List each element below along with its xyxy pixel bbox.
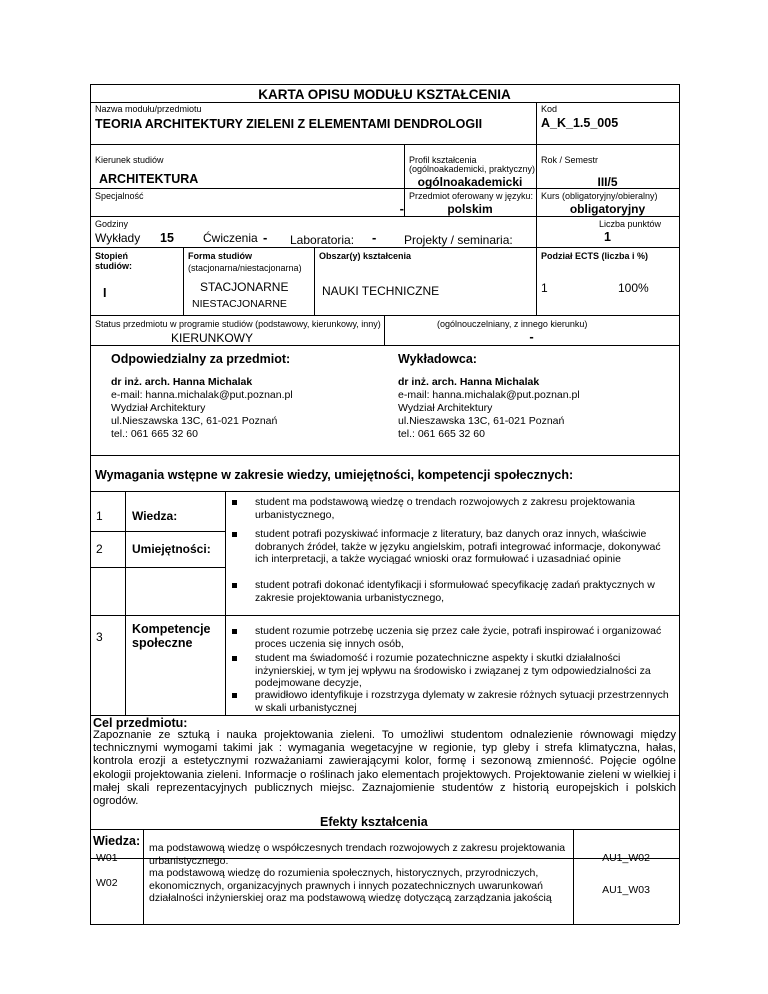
stopien-value: I <box>103 286 107 300</box>
bullet-icon <box>232 629 237 634</box>
godziny-label: Godziny <box>95 219 129 229</box>
module-code: A_K_1.5_005 <box>541 116 619 130</box>
jezyk-value: polskim <box>447 202 493 216</box>
wyklady-value: 15 <box>160 231 174 245</box>
wymagania-row-num: 3 <box>96 630 103 644</box>
bullet-icon <box>232 532 237 537</box>
wymagania-row-num: 1 <box>96 509 103 523</box>
cel-text: Zapoznanie ze sztuką i nauka projektowania zieleni. To umożliwi studentom odnalezienie równowagi między technicznymi wymogami takimi jak : wymagania wegetacyjne w regionie, typ gleby i strefa klimatyczna, hałas, kontrola erozji a estetycznymi rozważaniami zawierającymi kolor, formę i sezonową zmienność. Pojęcie ogólne ekologii projektowania zieleni. Informacje o roślinach jako elementach projektowych. Projektowanie zieleni w wielkiej i małej skali reprezentacyjnych publicznych miejsc. Zaznajomienie studentów z historią europejskich i polskich ogrodów. <box>93 729 676 808</box>
obszar-value: NAUKI TECHNICZNE <box>322 284 440 298</box>
kierunek-label: Kierunek studiów <box>95 155 164 165</box>
ects-count: 1 <box>541 281 548 295</box>
wymagania-row-num: 2 <box>96 542 103 556</box>
obszar-label: Obszar(y) kształcenia <box>319 251 412 261</box>
efekty-code: W02 <box>96 877 118 889</box>
status-value: KIERUNKOWY <box>171 331 254 345</box>
wymagania-bullet: student potrafi dokonać identyfikacji i sformułować specyfikację zadań praktycznych w zakresie projektowania urbanistycznego, <box>255 579 655 604</box>
bullet-icon <box>232 500 237 505</box>
wykladowca-tel: tel.: 061 665 32 60 <box>398 428 485 440</box>
cel-heading: Cel przedmiotu: <box>93 716 188 730</box>
profil-value: ogólnoakademicki <box>417 175 523 189</box>
wymagania-row-label: Wiedza: <box>132 509 178 523</box>
forma-label-hint: (stacjonarna/niestacjonarna) <box>188 263 302 273</box>
odpowiedzialny-tel: tel.: 061 665 32 60 <box>111 428 198 440</box>
page-title: KARTA OPISU MODUŁU KSZTAŁCENIA <box>258 87 511 102</box>
status-label: Status przedmiotu w programie studiów (podstawowy, kierunkowy, inny) <box>95 319 381 329</box>
stopien-label-2: studiów: <box>95 261 132 271</box>
wyklady-label: Wykłady <box>95 231 141 245</box>
forma-label: Forma studiów <box>188 251 253 261</box>
forma-value-stacjonarne: STACJONARNE <box>200 280 289 294</box>
forma-value-niestacjonarne: NIESTACJONARNE <box>192 298 287 310</box>
kierunek-value: ARCHITEKTURA <box>99 172 199 186</box>
odpowiedzialny-dept: Wydział Architektury <box>111 402 206 414</box>
module-name: TEORIA ARCHITEKTURY ZIELENI Z ELEMENTAMI DENDROLOGII <box>95 117 483 131</box>
efekty-ref: AU1_W03 <box>602 884 650 896</box>
projekty-label: Projekty / seminaria: <box>404 233 513 247</box>
module-code-label: Kod <box>541 104 558 114</box>
efekty-heading: Efekty kształcenia <box>320 815 428 829</box>
specjalnosc-label: Specjalność <box>95 191 144 201</box>
wymagania-bullet: student potrafi pozyskiwać informacje z literatury, baz danych oraz innych, właściwie dobranych źródeł, także w języku angielskim, potrafi integrować informacje, dokonywać ich interpretacji, a także wyciągać wnioski oraz formułować i uzasadniać opinie <box>255 528 661 565</box>
cwiczenia-value: - <box>263 230 268 245</box>
efekty-wiedza-label: Wiedza: <box>93 834 141 848</box>
ects-label: Podział ECTS (liczba i %) <box>541 251 649 261</box>
efekty-text: ma podstawową wiedzę do rozumienia społecznych, historycznych, przyrodniczych, ekonomicznych, organizacyjnych prawnych i innych pozatechnicznych uwarunkowań działalności inżynierskiej oraz ma podstawową wiedzę dotyczącą zarządzania jakością <box>149 867 552 904</box>
wymagania-bullet: student ma świadomość i rozumie pozatechniczne aspekty i skutki działalności inżynierskiej, w tym jej wpływu na środowisko i związanej z tym odpowiedzialności za podejmowane decyzje, <box>255 652 651 689</box>
laboratoria-value: - <box>372 230 377 245</box>
punkty-label: Liczba punktów <box>599 219 662 229</box>
kurs-label: Kurs (obligatoryjny/obieralny) <box>541 191 658 201</box>
profil-label: Profil kształcenia <box>409 155 477 165</box>
efekty-code: W01 <box>96 852 118 864</box>
status-value-2: - <box>529 329 534 344</box>
ects-percent: 100% <box>618 281 649 295</box>
profil-label-hint: (ogólnoakademicki, praktyczny) <box>409 164 536 174</box>
odpowiedzialny-heading: Odpowiedzialny za przedmiot: <box>111 352 291 366</box>
wykladowca-name: dr inż. arch. Hanna Michalak <box>398 376 540 388</box>
rok-value: III/5 <box>597 175 618 189</box>
odpowiedzialny-email: e-mail: hanna.michalak@put.poznan.pl <box>111 389 293 401</box>
jezyk-label: Przedmiot oferowany w języku: <box>409 191 534 201</box>
wymagania-row-label: Kompetencje społeczne <box>132 622 211 650</box>
status-label-2: (ogólnouczelniany, z innego kierunku) <box>437 319 588 329</box>
cwiczenia-label: Ćwiczenia <box>203 231 258 245</box>
efekty-text: ma podstawową wiedzę o współczesnych trendach rozwojowych z zakresu projektowania urbanistycznego. <box>149 842 566 867</box>
kurs-value: obligatoryjny <box>569 202 646 216</box>
bullet-icon <box>232 583 237 588</box>
module-name-label: Nazwa modułu/przedmiotu <box>95 104 202 114</box>
efekty-ref: AU1_W02 <box>602 852 650 864</box>
wymagania-bullet: prawidłowo identyfikuje i rozstrzyga dylematy w zakresie różnych sytuacji przestrzennych w skali urbanistycznej <box>255 689 669 714</box>
wymagania-bullet: student rozumie potrzebę uczenia się przez całe życie, potrafi inspirować i organizować proces uczenia się innych osób, <box>255 625 662 650</box>
wykladowca-dept: Wydział Architektury <box>398 402 493 414</box>
specjalnosc-value: - <box>399 201 404 216</box>
wykladowca-heading: Wykładowca: <box>398 352 477 366</box>
wymagania-heading: Wymagania wstępne w zakresie wiedzy, umiejętności, kompetencji społecznych: <box>95 468 574 482</box>
odpowiedzialny-name: dr inż. arch. Hanna Michalak <box>111 376 253 388</box>
punkty-value: 1 <box>604 230 611 244</box>
rok-label: Rok / Semestr <box>541 155 599 165</box>
stopien-label: Stopień <box>95 251 128 261</box>
bullet-icon <box>232 656 237 661</box>
odpowiedzialny-address: ul.Nieszawska 13C, 61-021 Poznań <box>111 415 278 427</box>
wymagania-bullet: student ma podstawową wiedzę o trendach rozwojowych z zakresu projektowania urbanistycznego, <box>255 496 635 521</box>
bullet-icon <box>232 693 237 698</box>
wykladowca-email: e-mail: hanna.michalak@put.poznan.pl <box>398 389 580 401</box>
wykladowca-address: ul.Nieszawska 13C, 61-021 Poznań <box>398 415 565 427</box>
wymagania-row-label: Umiejętności: <box>132 542 211 556</box>
laboratoria-label: Laboratoria: <box>290 233 355 247</box>
